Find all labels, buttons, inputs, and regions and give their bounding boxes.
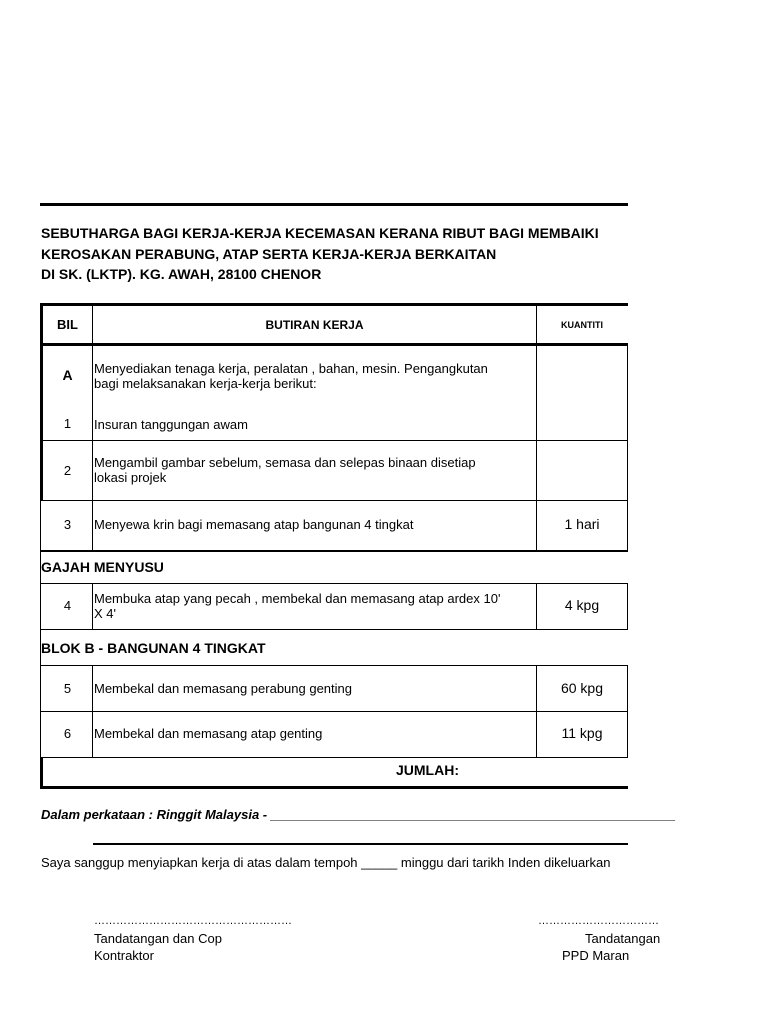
row-4-desc-line-1: Membuka atap yang pecah , membekal dan memasang atap ardex 10' [94,591,501,606]
row-2-desc-line-2: lokasi projek [94,470,167,485]
row-3-kuantiti: 1 hari [564,516,600,532]
row-2-bil: 2 [63,463,72,478]
signature-right-line-2: PPD Maran [562,948,630,963]
title-line-3: DI SK. (LKTP). KG. AWAH, 28100 CHENOR [41,266,322,282]
title-line-1: SEBUTHARGA BAGI KERJA-KERJA KECEMASAN KERANA RIBUT BAGI MEMBAIKI [41,225,599,241]
header-butiran-kerja: BUTIRAN KERJA [265,318,364,332]
row-6-desc: Membekal dan memasang atap genting [94,726,323,741]
separator-rule [93,843,628,845]
top-rule [40,203,628,206]
row-4-desc-line-2: X 4' [94,606,116,621]
row-4-bil: 4 [63,598,72,613]
row-1-bil: 1 [63,416,72,431]
title-line-2: KEROSAKAN PERABUNG, ATAP SERTA KERJA-KERJA BERKAITAN [41,246,497,262]
header-bil: BIL [57,317,78,332]
section-blok-b: BLOK B - BANGUNAN 4 TINGKAT [41,640,266,656]
row-6-kuantiti: 11 kpg [561,725,603,741]
row-6-bil: 6 [63,726,72,741]
signature-left-line-2: Kontraktor [94,948,154,963]
row-3-desc: Menyewa krin bagi memasang atap bangunan 4 tingkat [94,517,414,532]
section-gajah-menyusu: GAJAH MENYUSU [41,559,164,575]
signature-right-line-1: Tandatangan [585,931,661,946]
header-kuantiti: KUANTITI [561,320,603,330]
dalam-perkataan-line: Dalam perkataan : Ringgit Malaysia - ________________________________________________________ [41,807,676,822]
row-2-desc-line-1: Mengambil gambar sebelum, semasa dan selepas binaan disetiap [94,455,476,470]
row-3-bil: 3 [63,517,72,532]
row-4-kuantiti: 4 kpg [564,597,600,613]
row-1-desc: Insuran tanggungan awam [94,417,248,432]
signature-left-line-1: Tandatangan dan Cop [94,931,222,946]
signature-dots-right: …………………………… [538,915,659,927]
row-5-desc: Membekal dan memasang perabung genting [94,681,353,696]
row-5-bil: 5 [63,681,72,696]
row-a-desc-line-1: Menyediakan tenaga kerja, peralatan , bahan, mesin. Pengangkutan [94,361,488,376]
row-a-desc-line-2: bagi melaksanakan kerja-kerja berikut: [94,376,317,391]
row-5-kuantiti: 60 kpg [560,680,604,696]
row-a-bil: A [62,367,73,383]
jumlah-label: JUMLAH: [396,762,459,778]
signature-dots-left: ……………………………………………… [94,915,292,927]
saya-sanggup-line: Saya sanggup menyiapkan kerja di atas dalam tempoh _____ minggu dari tarikh Inden dikeluarkan [41,855,611,870]
